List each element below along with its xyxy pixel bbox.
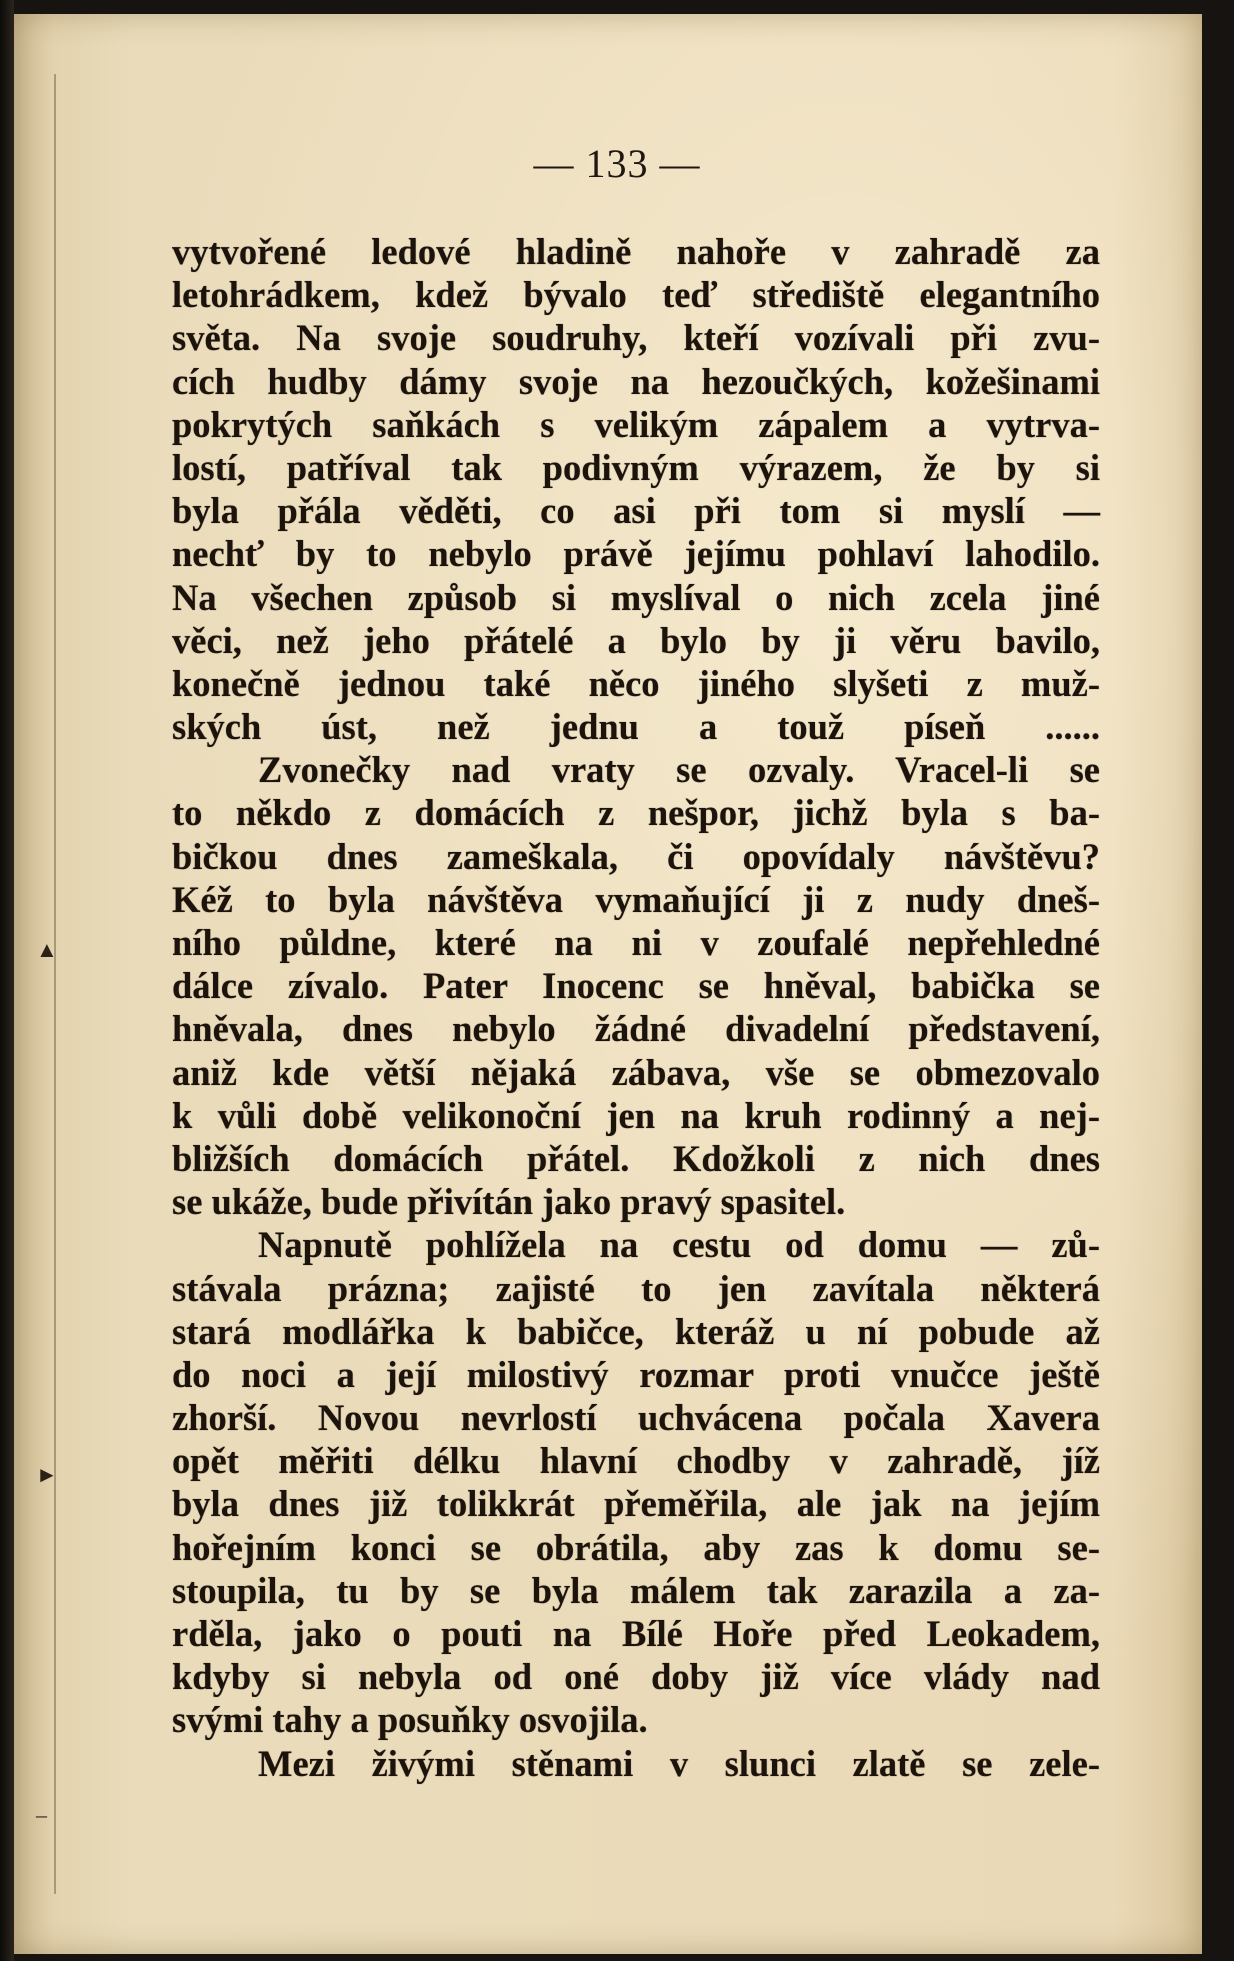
text-line: opět měřiti délku hlavní chodby v zahradě, jíž (172, 1440, 1100, 1482)
scan-background-edge (0, 0, 14, 1961)
text-line: do noci a její milostivý rozmar proti vnučce ještě (172, 1353, 1100, 1395)
text-line: nechť by to nebylo právě jejímu pohlaví lahodilo. (172, 533, 1100, 575)
margin-mark-dash-icon: – (36, 1802, 47, 1827)
text-line: bičkou dnes zameškala, či opovídaly návštěvu? (172, 835, 1100, 877)
margin-mark-triangle-icon: ▲ (36, 937, 58, 962)
text-line: světa. Na svoje soudruhy, kteří vozívali při zvu- (172, 317, 1100, 359)
text-line: to někdo z domácích z nešpor, jichž byla s ba- (172, 792, 1100, 834)
text-line: se ukáže, bude přivítán jako pravý spasitel. (172, 1181, 846, 1223)
text-line: kdyby si nebyla od oné doby již více vlády nad (172, 1656, 1100, 1698)
text-line: věci, než jeho přátelé a bylo by ji věru bavilo, (172, 619, 1100, 661)
text-line: cích hudby dámy svoje na hezoučkých, kožešinami (172, 360, 1100, 402)
text-line: k vůli době velikonoční jen na kruh rodinný a nej- (172, 1094, 1100, 1136)
text-line: Mezi živými stěnami v slunci zlatě se zele- (258, 1742, 1100, 1784)
text-line: rděla, jako o pouti na Bílé Hoře před Leokadem, (172, 1613, 1100, 1654)
text-line: byla přála věděti, co asi při tom si myslí — (172, 490, 1100, 532)
text-line: ního půldne, které na ni v zoufalé nepřehledné (172, 922, 1100, 963)
text-line: Na všechen způsob si myslíval o nich zcela jiné (172, 576, 1100, 618)
text-line: pokrytých saňkách s velikým zápalem a vytrva- (172, 403, 1100, 445)
text-line: letohrádkem, kdež bývalo teď střediště elegantního (172, 274, 1100, 316)
text-line: vytvořené ledové hladině nahoře v zahradě za (172, 231, 1100, 272)
text-line: konečně jednou také něco jiného slyšeti z muž- (172, 662, 1100, 704)
text-line: bližších domácích přátel. Kdožkoli z nich dnes (172, 1137, 1100, 1179)
text-line: svými tahy a posuňky osvojila. (172, 1699, 648, 1741)
text-line: stará modlářka k babičce, kteráž u ní pobude až (172, 1310, 1100, 1352)
text-line: aniž kde větší nějaká zábava, vše se obmezovalo (172, 1051, 1100, 1093)
body-text (172, 230, 1100, 1785)
text-line: stoupila, tu by se byla málem tak zarazila a za- (172, 1569, 1100, 1611)
text-line: Kéž to byla návštěva vymaňující ji z nudy dneš- (172, 878, 1100, 920)
text-line: lostí, patříval tak podivným výrazem, že by si (172, 446, 1100, 488)
text-line: hořejním konci se obrátila, aby zas k domu se- (172, 1526, 1100, 1568)
text-line: byla dnes již tolikkrát přeměřila, ale jak na jejím (172, 1483, 1100, 1525)
text-line: Napnutě pohlížela na cestu od domu — zů- (258, 1224, 1100, 1266)
text-line: hněvala, dnes nebylo žádné divadelní představení, (172, 1008, 1100, 1050)
text-line: stávala prázna; zajisté to jen zavítala některá (172, 1267, 1100, 1309)
text-line: Zvonečky nad vraty se ozvaly. Vracel-li se (258, 749, 1100, 791)
text-line: ských úst, než jednu a touž píseň ...... (172, 706, 1100, 748)
page-number: — 133 — (533, 141, 701, 186)
text-line: zhorší. Novou nevrlostí uchvácena počala Xavera (172, 1397, 1100, 1439)
text-line: dálce zívalo. Pater Inocenc se hněval, babička se (172, 965, 1100, 1007)
page-gutter-crease (54, 74, 56, 1894)
margin-mark-arrow-icon: ► (36, 1462, 58, 1487)
